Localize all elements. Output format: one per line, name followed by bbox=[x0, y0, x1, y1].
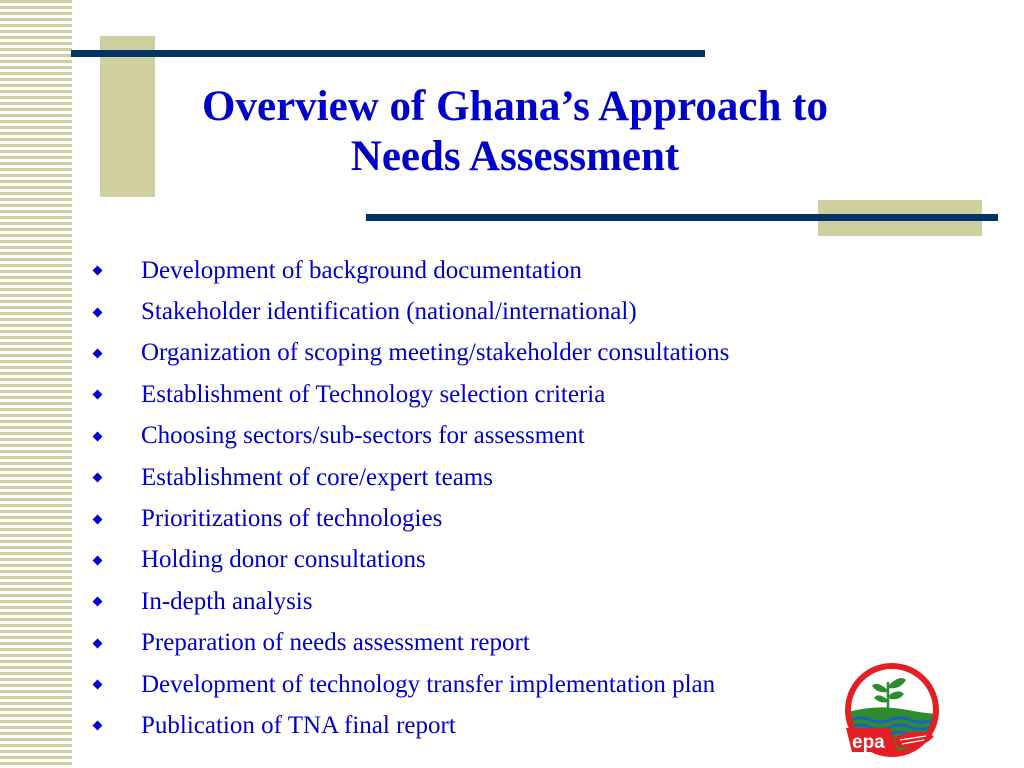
bullet-item bbox=[92, 416, 729, 457]
diamond-bullet-icon bbox=[93, 307, 103, 317]
bullet-item bbox=[92, 333, 729, 374]
bullet-item bbox=[92, 581, 729, 622]
bullet-text: Prioritizations of technologies bbox=[141, 505, 443, 533]
slide-title bbox=[100, 82, 930, 182]
bullet-item bbox=[92, 498, 729, 539]
bullet-item bbox=[92, 705, 729, 746]
slide-title-line-2: Needs Assessment bbox=[350, 133, 680, 180]
bullet-text: Choosing sectors/sub-sectors for assessment bbox=[141, 422, 585, 450]
bullet-text: Establishment of Technology selection criteria bbox=[141, 380, 606, 408]
bullet-text: Development of technology transfer implementation plan bbox=[141, 670, 716, 698]
bullet-text: Preparation of needs assessment report bbox=[141, 629, 530, 657]
diamond-bullet-icon bbox=[93, 514, 103, 524]
diamond-bullet-icon bbox=[93, 597, 103, 607]
diamond-bullet-icon bbox=[93, 431, 103, 441]
bullet-item bbox=[92, 664, 729, 705]
epa-logo bbox=[838, 660, 946, 760]
diamond-bullet-icon bbox=[93, 266, 103, 276]
striped-sidebar-decoration bbox=[0, 0, 72, 768]
title-bar-top bbox=[71, 50, 705, 57]
logo-wordmark bbox=[846, 728, 898, 753]
bullet-item bbox=[92, 623, 729, 664]
diamond-bullet-icon bbox=[93, 390, 103, 400]
title-bar-bottom bbox=[366, 214, 998, 221]
diamond-bullet-icon bbox=[93, 473, 103, 483]
bullet-text: Publication of TNA final report bbox=[141, 711, 456, 739]
bullet-text: Holding donor consultations bbox=[141, 546, 426, 574]
bullet-text: Development of background documentation bbox=[141, 256, 582, 284]
slide-title-line-1: Overview of Ghana’s Approach to bbox=[202, 83, 828, 130]
bullet-item bbox=[92, 457, 729, 498]
diamond-bullet-icon bbox=[93, 721, 103, 731]
bullet-item bbox=[92, 250, 729, 291]
bullet-text: In-depth analysis bbox=[141, 587, 313, 615]
diamond-bullet-icon bbox=[93, 555, 103, 565]
bullet-text: Stakeholder identification (national/international) bbox=[141, 298, 637, 326]
diamond-bullet-icon bbox=[93, 680, 103, 690]
bullet-item bbox=[92, 291, 729, 332]
bullet-item bbox=[92, 540, 729, 581]
bullet-item bbox=[92, 374, 729, 415]
bullet-list bbox=[92, 250, 729, 747]
diamond-bullet-icon bbox=[93, 349, 103, 359]
logo-text: epa bbox=[852, 732, 885, 753]
bullet-text: Establishment of core/expert teams bbox=[141, 463, 493, 491]
bullet-text: Organization of scoping meeting/stakeholder consultations bbox=[141, 339, 730, 367]
diamond-bullet-icon bbox=[93, 638, 103, 648]
